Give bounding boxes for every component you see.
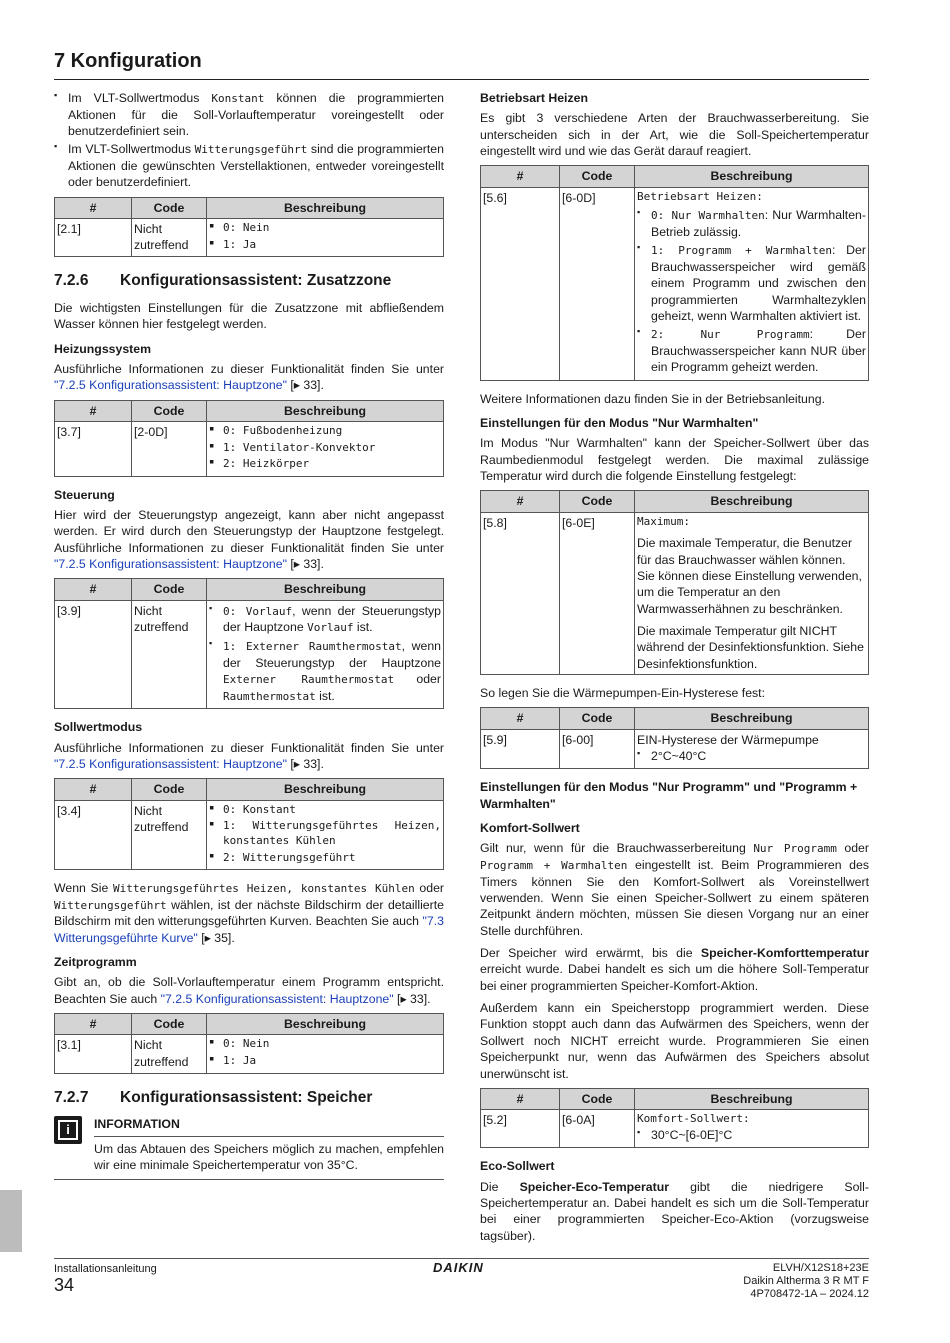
paragraph: So legen Sie die Wärmepumpen-Ein-Hysterese fest:: [480, 686, 766, 701]
paragraph: Gibt an, ob die Soll-Vorlauftemperatur einem Programm entspricht. Beachten Sie auch "7.2.5 Konfigurationsassistent: Hauptzone" [▸ 33].: [54, 975, 444, 1006]
paragraph: Es gibt 3 verschiedene Arten der Brauchwasserbereitung. Sie unterscheiden sich in der Art, wie die Soll-Speichertemperatur eingestellt wird und wie das Gerät darauf reagiert.: [480, 111, 869, 159]
subheading-programm-modus: Einstellungen für den Modus "Nur Programm" und "Programm + Warmhalten": [480, 780, 858, 811]
settings-table-3-4: # Code Beschreibung [3.4] Nicht zutreffend ▪ 0: Konstant ▪ 1: Witterungsgeführtes Heizen, konstantes Kühlen ▪ 2: Witterungsgeführt: [54, 778, 444, 870]
footer-doc-info: ELVH/X12S18+23E Daikin Altherma 3 R MT F 4P708472-1A – 2024.12: [743, 1262, 869, 1301]
paragraph: Hier wird der Steuerungstyp angezeigt, kann aber nicht angepasst werden. Er wird durch den Steuerungstyp der Hauptzone festgelegt. Ausführliche Informationen zu dieser Funktionalität finden Sie unter "7.2.5 Konfigurationsassistent: Hauptzone" [▸ 33].: [54, 508, 444, 572]
settings-table-2-1: # Code Beschreibung [2.1] Nicht zutreffend ▪ 0: Nein ▪ 1: Ja: [54, 197, 444, 258]
table-row: [3.9] Nicht zutreffend ▪ 0: Vorlauf, wenn der Steuerungstyp der Hauptzone Vorlauf ist. ▪ 1: Externer Raumthermostat, wenn der Steuerungstyp der Hauptzone Externer Raumthermostat oder Raumthermostat ist.: [55, 600, 444, 708]
table-row: [5.2] [6-0A] Komfort-Sollwert: ▪ 30°C~[6-0E]°C: [481, 1110, 869, 1148]
intro-bullets: [54, 90, 444, 191]
settings-table-3-7: # Code Beschreibung [3.7] [2-0D] ▪ 0: Fußbodenheizung ▪ 1: Ventilator-Konvektor ▪ 2: Heizkörper: [54, 400, 444, 477]
cross-reference-link[interactable]: "7.2.5 Konfigurationsassistent: Hauptzone": [54, 756, 287, 771]
right-column: [480, 90, 869, 1250]
paragraph: Die wichtigsten Einstellungen für die Zusatzzone mit abfließendem Wasser können hier festgelegt werden.: [54, 300, 444, 332]
table-row: [5.6] [6-0D] Betriebsart Heizen: ▪ 0: Nur Warmhalten: Nur Warmhalten-Betrieb zulässig. ▪ 1: Programm + Warmhalten: Der Brauchwasserspeicher wird gemäß einem Programm und zwischen den programmierten Warmhaltezyklen geheizt, wenn Warmhalten aktiviert ist. ▪ 2: Nur Programm: Der Brauchwasserspeicher kann NUR über ein Programm geheizt werden.: [481, 187, 869, 380]
info-icon: i: [54, 1116, 82, 1144]
info-text: Um das Abtauen des Speichers möglich zu machen, empfehlen wir eine minimale Speichertemperatur von 35°C.: [94, 1141, 444, 1173]
settings-table-3-9: # Code Beschreibung [3.9] Nicht zutreffend ▪ 0: Vorlauf, wenn der Steuerungstyp der Hauptzone Vorlauf ist. ▪ 1: Externer Raumthermostat, wenn der Steuerungstyp der Hauptzone Externer Raumthermostat oder Raumthermostat ist.: [54, 578, 444, 709]
page-number: 34: [54, 1275, 75, 1295]
cross-reference-link[interactable]: "7.3 Witterungsgeführte Kurve": [54, 914, 444, 945]
paragraph: Die Speicher-Eco-Temperatur gibt die niedrigere Soll-Speichertemperatur an. Dabei handelt es sich um die Soll-Temperatur bei einer programmierten Speicher-Eco-Aktion (vorzugsweise tagsüber).: [480, 1179, 869, 1243]
info-box: [54, 1116, 444, 1180]
subheading-betriebsart: Betriebsart Heizen: [480, 91, 588, 105]
settings-table-5-2: # Code Beschreibung [5.2] [6-0A] Komfort-Sollwert: ▪ 30°C~[6-0E]°C: [480, 1088, 869, 1148]
list-item: ▪ Im VLT-Sollwertmodus Konstant können die programmierten Aktionen für die Soll-Vorlauftemperatur voreingestellt oder benutzerdefiniert sein.: [54, 90, 444, 139]
paragraph: Außerdem kann ein Speicherstopp programmiert werden. Diese Funktion stoppt auch dann das Aufwärmen des Speichers, wenn der Sollwert noch NICHT erreicht wurde. Programmieren Sie einen Speicherpunkt nur, wenn das Aufwärmen des Speichers absolut unerwünscht ist.: [480, 1001, 869, 1081]
subheading-zeitprogramm: Zeitprogramm: [54, 955, 137, 970]
cross-reference-link[interactable]: "7.2.5 Konfigurationsassistent: Hauptzone": [54, 557, 287, 572]
section-heading-7-2-6: 7.2.6 Konfigurationsassistent: Zusatzzone: [54, 272, 392, 290]
subheading-nur-warmhalten: Einstellungen für den Modus "Nur Warmhalten": [480, 415, 759, 430]
footer-doc-type: Installationsanleitung: [54, 1263, 157, 1275]
paragraph: Gilt nur, wenn für die Brauchwasserbereitung Nur Programm oder Programm + Warmhalten eingestellt ist. Beim Programmieren des Timers können Sie den Komfort-Sollwert als Voreinstellwert verwenden. Wenn Sie einen Speicher-Sollwert zu einem späteren Zeitpunkt ändern möchten, müssen Sie diesen Vorgang nur an einer Stelle durchführen.: [480, 841, 870, 938]
info-title: INFORMATION: [94, 1116, 444, 1136]
settings-table-3-1: # Code Beschreibung [3.1] Nicht zutreffend ▪ 0: Nein ▪ 1: Ja: [54, 1013, 444, 1074]
cross-reference-link[interactable]: "7.2.5 Konfigurationsassistent: Hauptzone": [54, 378, 287, 393]
settings-table-5-6: # Code Beschreibung [5.6] [6-0D] Betriebsart Heizen: ▪ 0: Nur Warmhalten: Nur Warmhalten-Betrieb zulässig. ▪ 1: Programm + Warmhalten: Der Brauchwasserspeicher wird gemäß einem Programm und zwischen den programmierten Warmhaltezyklen geheizt, wenn Warmhalten aktiviert ist. ▪ 2: Nur Programm: Der Brauchwasserspeicher kann NUR über ein Programm geheizt werden.: [480, 165, 869, 380]
left-column: [54, 90, 444, 1180]
table-row: [5.9] [6-00] EIN-Hysterese der Wärmepumpe ▪ 2°C~40°C: [481, 729, 869, 769]
paragraph: Wenn Sie Witterungsgeführtes Heizen, konstantes Kühlen oder Witterungsgeführt wählen, ist der nächste Bildschirm der detaillierte Bildschirm mit den witterungsgeführten Kurven. Beachten Sie auch "7.3 Witterungsgeführte Kurve" [▸ 35].: [54, 881, 445, 945]
subheading-eco-sollwert: Eco-Sollwert: [480, 1159, 555, 1174]
list-item: ▪ Im VLT-Sollwertmodus Witterungsgeführt sind die programmierten Aktionen die gewünschten Verstellaktionen, entweder voreingestellt oder benutzerdefiniert.: [54, 141, 444, 190]
paragraph: Im Modus "Nur Warmhalten" kann der Speicher-Sollwert über das Raumbedienmodul festgelegt werden. Die maximal zulässige Temperatur wird durch die folgende Einstellung festgelegt:: [480, 436, 869, 483]
table-row: [2.1] Nicht zutreffend ▪ 0: Nein ▪ 1: Ja: [55, 218, 444, 256]
cross-reference-link[interactable]: "7.2.5 Konfigurationsassistent: Hauptzone": [160, 991, 394, 1006]
chapter-side-tab: [0, 1190, 22, 1252]
subheading-komfort-sollwert: Komfort-Sollwert: [480, 821, 580, 836]
settings-table-5-9: # Code Beschreibung [5.9] [6-00] EIN-Hysterese der Wärmepumpe ▪ 2°C~40°C: [480, 707, 869, 769]
subheading-heizungssystem: Heizungssystem: [54, 341, 152, 356]
settings-table-5-8: # Code Beschreibung [5.8] [6-0E] Maximum: Die maximale Temperatur, die Benutzer für das Brauchwasser wählen können. Sie können diese Einstellung verwenden, um die Temperatur an den Warmwasserhähnen zu beschränken. Die maximale Temperatur gilt NICHT während der Desinfektionsfunktion. Siehe Desinfektionsfunktion.: [480, 490, 869, 675]
paragraph: Der Speicher wird erwärmt, bis die Speicher-Komforttemperatur erreicht wurde. Dabei handelt es sich um die höhere Soll-Temperatur bei einer programmierten Speicher-Komfort-Aktion.: [480, 946, 869, 993]
subheading-steuerung: Steuerung: [54, 487, 115, 502]
section-heading-7-2-7: 7.2.7 Konfigurationsassistent: Speicher: [54, 1088, 373, 1106]
paragraph: Ausführliche Informationen zu dieser Funktionalität finden Sie unter "7.2.5 Konfigurationsassistent: Hauptzone" [▸ 33].: [54, 361, 444, 393]
subheading-sollwertmodus: Sollwertmodus: [54, 720, 143, 735]
table-row: [3.1] Nicht zutreffend ▪ 0: Nein ▪ 1: Ja: [55, 1035, 444, 1073]
daikin-logo: DAIKIN: [433, 1260, 484, 1275]
table-row: [5.8] [6-0E] Maximum: Die maximale Temperatur, die Benutzer für das Brauchwasser wählen können. Sie können diese Einstellung verwenden, um die Temperatur an den Warmwasserhähnen zu beschränken. Die maximale Temperatur gilt NICHT während der Desinfektionsfunktion. Siehe Desinfektionsfunktion.: [481, 512, 869, 674]
paragraph: Weitere Informationen dazu finden Sie in der Betriebsanleitung.: [480, 391, 825, 406]
paragraph: Ausführliche Informationen zu dieser Funktionalität finden Sie unter "7.2.5 Konfigurationsassistent: Hauptzone" [▸ 33].: [54, 740, 444, 771]
table-row: [3.7] [2-0D] ▪ 0: Fußbodenheizung ▪ 1: Ventilator-Konvektor ▪ 2: Heizkörper: [55, 421, 444, 476]
chapter-title: 7 Konfiguration: [54, 48, 869, 80]
table-row: [3.4] Nicht zutreffend ▪ 0: Konstant ▪ 1: Witterungsgeführtes Heizen, konstantes Kühlen ▪ 2: Witterungsgeführt: [55, 800, 444, 870]
